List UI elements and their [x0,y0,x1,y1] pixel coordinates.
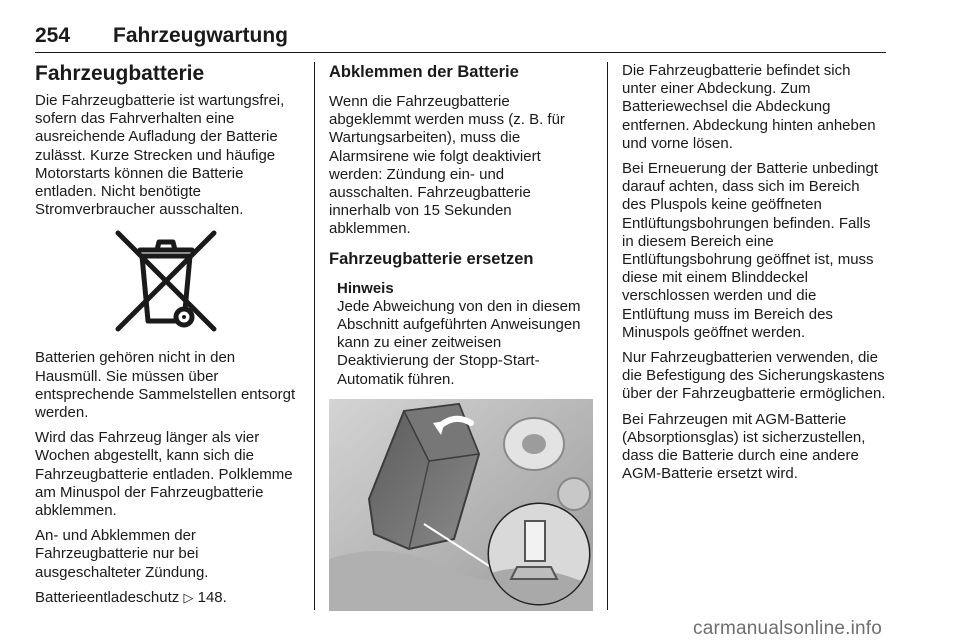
note-title: Hinweis [337,279,394,297]
paragraph: Bei Erneuerung der Batterie unbedingt darauf achten, dass sich im Bereich des Pluspols keine geöffneten Entlüftungsbohrungen befinden. Falls in diesem Bereich eine Entlüftungsbohrung geöffnet ist, muss diese mit einem Blinddeckel verschlossen werden und die Entlüftung muss im Bereich des Minuspols geöffnet werden. [622,160,879,341]
section-heading-fahrzeugbatterie: Fahrzeugbatterie [35,62,205,85]
reference-text: Batterieentladeschutz [35,588,180,606]
paragraph: Nur Fahrzeugbatterien verwenden, die die Befestigung des Sicherungskastens über der Fahrzeugbatterie ermöglichen. [622,349,886,403]
column-divider-2 [607,62,608,610]
watermark: carmanualsonline.info [693,618,883,639]
column-3 [622,62,886,490]
paragraph: Die Fahrzeugbatterie ist wartungsfrei, sofern das Fahrverhalten eine ausreichende Aufladung der Batterie zulässt. Kurze Strecken und häufige Motorstarts können die Batterie entladen. Nicht benötigte Stromverbraucher ausschalten. [35,92,285,219]
note-text: Jede Abweichung von den in diesem Abschnitt aufgeführten Anweisungen kann zu einer zeitweisen Deaktivierung der Stopp-Start-Automatik führen. [337,297,581,388]
chapter-title: Fahrzeugwartung [113,24,289,47]
section-heading-ersetzen: Fahrzeugbatterie ersetzen [329,249,534,268]
paragraph: Die Fahrzeugbatterie befindet sich unter einer Abdeckung. Zum Batteriewechsel die Abdeckung entfernen. Abdeckung hinten anheben und vorne lösen. [622,62,876,152]
paragraph: Batterien gehören nicht in den Hausmüll. Sie müssen über entsprechende Sammelstellen entsorgt werden. [35,349,296,422]
header-rule [35,52,886,53]
page-header [35,24,885,54]
column-divider-1 [314,62,315,610]
paragraph-battery-protection [35,589,297,607]
page-reference[interactable]: 148. [197,588,227,606]
column-2 [329,62,591,611]
section-heading-abklemmen: Abklemmen der Batterie [329,63,519,81]
paragraph: Wenn die Fahrzeugbatterie abgeklemmt werden muss (z. B. für Wartungsarbeiten), muss die Alarmsirene wie folgt deaktiviert werden: Zündung ein- und ausschalten. Fahrzeugbatterie innerhalb von 15 Sekunden abklemmen. [329,93,565,238]
paragraph: An- und Abklemmen der Fahrzeugbatterie nur bei ausgeschalteter Zündung. [35,527,209,581]
battery-cover-photo [329,399,593,611]
column-1 [35,62,297,614]
page-number: 254 [35,24,71,47]
page-reference-arrow-icon: ▷ [183,589,194,605]
crossed-out-wheelie-bin-icon [114,229,218,333]
paragraph: Wird das Fahrzeug länger als vier Wochen abgestellt, kann sich die Fahrzeugbatterie entladen. Polklemme am Minuspol der Fahrzeugbatterie abklemmen. [35,429,293,520]
note-box [329,280,591,389]
paragraph: Bei Fahrzeugen mit AGM-Batterie (Absorptionsglas) ist sicherzustellen, dass die Batterie durch eine andere AGM-Batterie ersetzt wird. [622,410,866,483]
